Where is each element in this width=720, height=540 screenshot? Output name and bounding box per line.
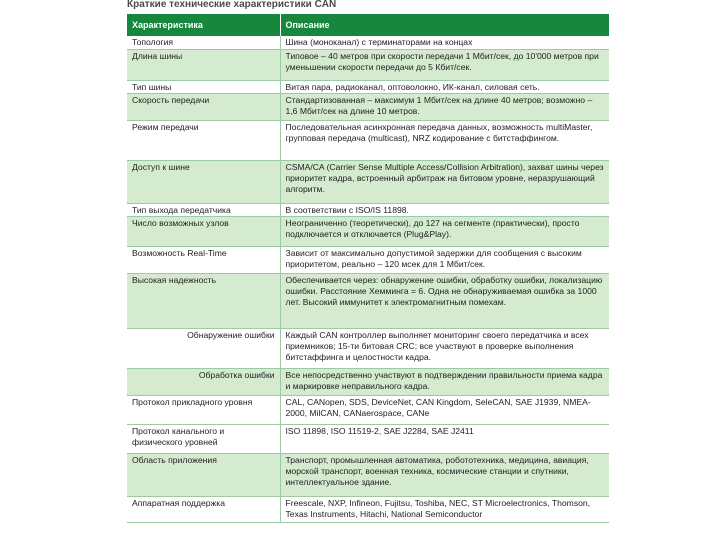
row-label: Тип выхода передатчика	[127, 203, 280, 216]
table-row	[127, 36, 609, 49]
row-description: Freescale, NXP, Infineon, Fujitsu, Toshiba, NEC, ST Microelectronics, Thomson, Texas Instruments, Hitachi, National Semiconductor	[280, 496, 609, 522]
row-label: Высокая надежность	[127, 273, 280, 328]
row-description: Стандартизованная – максимум 1 Мбит/сек на длине 40 метров; возможно – 1,6 Мбит/сек на длине 10 метров.	[280, 93, 609, 120]
row-label: Протокол прикладного уровня	[127, 395, 280, 424]
row-label: Аппаратная поддержка	[127, 496, 280, 522]
document-title: Краткие технические характеристики CAN	[127, 0, 337, 10]
row-description: Транспорт, промышленная автоматика, робототехника, медицина, авиация, морской транспорт, военная техника, космические станции и спутники, интеллектуальное здание.	[280, 453, 609, 496]
table-row	[127, 246, 609, 273]
row-description: Типовое – 40 метров при скорости передачи 1 Мбит/сек, до 10'000 метров при уменьшении скорости передачи до 5 Кбит/сек.	[280, 49, 609, 80]
table-row	[127, 49, 609, 80]
row-label: Область приложения	[127, 453, 280, 496]
table-row	[127, 424, 609, 453]
column-header-characteristic: Характеристика	[127, 14, 280, 36]
table-row	[127, 273, 609, 328]
table-row	[127, 160, 609, 203]
row-label: Обнаружение ошибки	[127, 328, 280, 368]
row-description: CSMA/CA (Carrier Sense Multiple Access/Collision Arbitration), захват шины через приоритет кадра, встроенный арбитраж на битовом уровне, неразрушающий алгоритм.	[280, 160, 609, 203]
row-description: Каждый CAN контроллер выполняет мониторинг своего передатчика и всех приемников; 15-ти битовая CRC; все участвуют в проверке выполнения битстаффинга и целостности кадра.	[280, 328, 609, 368]
row-description: Зависит от максимально допустимой задержки для сообщения с высоким приоритетом, реально – 120 мсек для 1 Мбит/сек.	[280, 246, 609, 273]
row-label: Скорость передачи	[127, 93, 280, 120]
row-label: Тип шины	[127, 80, 280, 93]
table-row	[127, 120, 609, 160]
row-label: Возможность Real-Time	[127, 246, 280, 273]
table-row	[127, 93, 609, 120]
table-row	[127, 328, 609, 368]
row-description: Витая пара, радиоканал, оптоволокно, ИК-канал, силовая сеть.	[280, 80, 609, 93]
column-header-description: Описание	[280, 14, 609, 36]
row-label: Режим передачи	[127, 120, 280, 160]
table-row	[127, 216, 609, 246]
row-description: ISO 11898, ISO 11519-2, SAE J2284, SAE J2411	[280, 424, 609, 453]
row-label: Топология	[127, 36, 280, 49]
table-header-row	[127, 14, 609, 36]
row-label: Число возможных узлов	[127, 216, 280, 246]
row-description: Неограниченно (теоретически), до 127 на сегменте (практически), просто подключается и отключается (Plug&Play).	[280, 216, 609, 246]
table-row	[127, 395, 609, 424]
row-description: Все непосредственно участвуют в подтверждении правильности приема кадра и маркировке неправильного кадра.	[280, 368, 609, 395]
table-row	[127, 80, 609, 93]
row-description: Шина (моноканал) с терминаторами на концах	[280, 36, 609, 49]
row-description: Последовательная асинхронная передача данных, возможность multiMaster, групповая передача (multicast), NRZ кодирование с битстаффингом.	[280, 120, 609, 160]
table-row	[127, 203, 609, 216]
row-label: Протокол канального и физического уровней	[127, 424, 280, 453]
table-row	[127, 496, 609, 522]
row-label: Доступ к шине	[127, 160, 280, 203]
table-row	[127, 368, 609, 395]
row-description: Обеспечивается через: обнаружение ошибки, обработку ошибки, локализацию ошибки. Расстояние Хемминга = 6. Одна не обнаруживаемая ошибка за 1000 лет. Высокий иммунитет к электромагнитным помехам.	[280, 273, 609, 328]
table-row	[127, 453, 609, 496]
row-description: CAL, CANopen, SDS, DeviceNet, CAN Kingdom, SeleCAN, SAE J1939, NMEA-2000, MilCAN, CANaerospace, CANe	[280, 395, 609, 424]
row-description: В соответствии с ISO/IS 11898.	[280, 203, 609, 216]
row-label: Обработка ошибки	[127, 368, 280, 395]
row-label: Длина шины	[127, 49, 280, 80]
specifications-table	[127, 14, 610, 523]
